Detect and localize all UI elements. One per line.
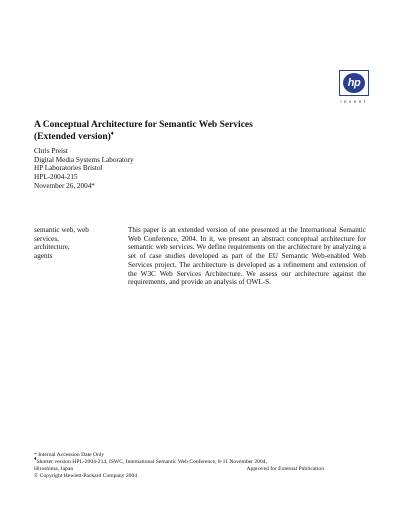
report-date: November 26, 2004* bbox=[34, 181, 95, 190]
title-line-2-text: (Extended version) bbox=[34, 131, 111, 142]
author-lab: Digital Media Systems Laboratory bbox=[34, 155, 134, 164]
footnotes bbox=[34, 452, 334, 480]
title-footnote-mark: ♦ bbox=[110, 130, 114, 137]
report-number: HPL-2004-215 bbox=[34, 173, 78, 182]
author-name: Chris Preist bbox=[34, 147, 68, 155]
title-line-1: A Conceptual Architecture for Semantic Web Services bbox=[34, 120, 253, 130]
footnote-shorter-version bbox=[34, 459, 334, 466]
footnote-location: Hiroshima, Japan bbox=[34, 465, 74, 472]
title-line-2 bbox=[34, 132, 354, 144]
hp-logo-mark: hp bbox=[343, 73, 365, 93]
keyword-line: services, bbox=[34, 234, 59, 243]
paper-title bbox=[34, 120, 354, 143]
hp-logo-box bbox=[339, 70, 369, 96]
footnote-approval-row bbox=[34, 466, 324, 473]
footnote-internal: * Internal Accession Date Only bbox=[34, 452, 105, 458]
footnote-mark: ♦ bbox=[34, 457, 37, 463]
keyword-line: architecture, bbox=[34, 243, 70, 252]
footnote-approval: Approved for External Publication bbox=[246, 465, 324, 472]
author-org: HP Laboratories Bristol bbox=[34, 164, 103, 173]
abstract: This paper is an extended version of one presented at the International Semantic Web Conference, 2004. In it, we present an abstract conceptual architecture for semantic web services. We define requirements on the architecture by analyzing a set of case studies developed as part of the EU Semantic Web-enabled Web Services project. The architecture is developed as a refinement and extension of the W3C Web Services Architecture. We assess our architecture against the requirements, and provide an analysis of OWL-S. bbox=[128, 226, 366, 287]
keyword-line: semantic web, web bbox=[34, 226, 89, 234]
footnote-copyright: © Copyright Hewlett-Packard Company 2004 bbox=[34, 472, 138, 479]
hp-logo-tagline: invent bbox=[340, 99, 368, 104]
footnote-shorter-text: Shorter version HPL-2004-214, ISWC, International Semantic Web Conference, 8-11 November 2004, bbox=[36, 458, 267, 465]
keywords bbox=[34, 226, 114, 261]
author-block bbox=[34, 147, 234, 191]
hp-logo bbox=[333, 70, 375, 104]
keyword-line: agents bbox=[34, 252, 53, 261]
